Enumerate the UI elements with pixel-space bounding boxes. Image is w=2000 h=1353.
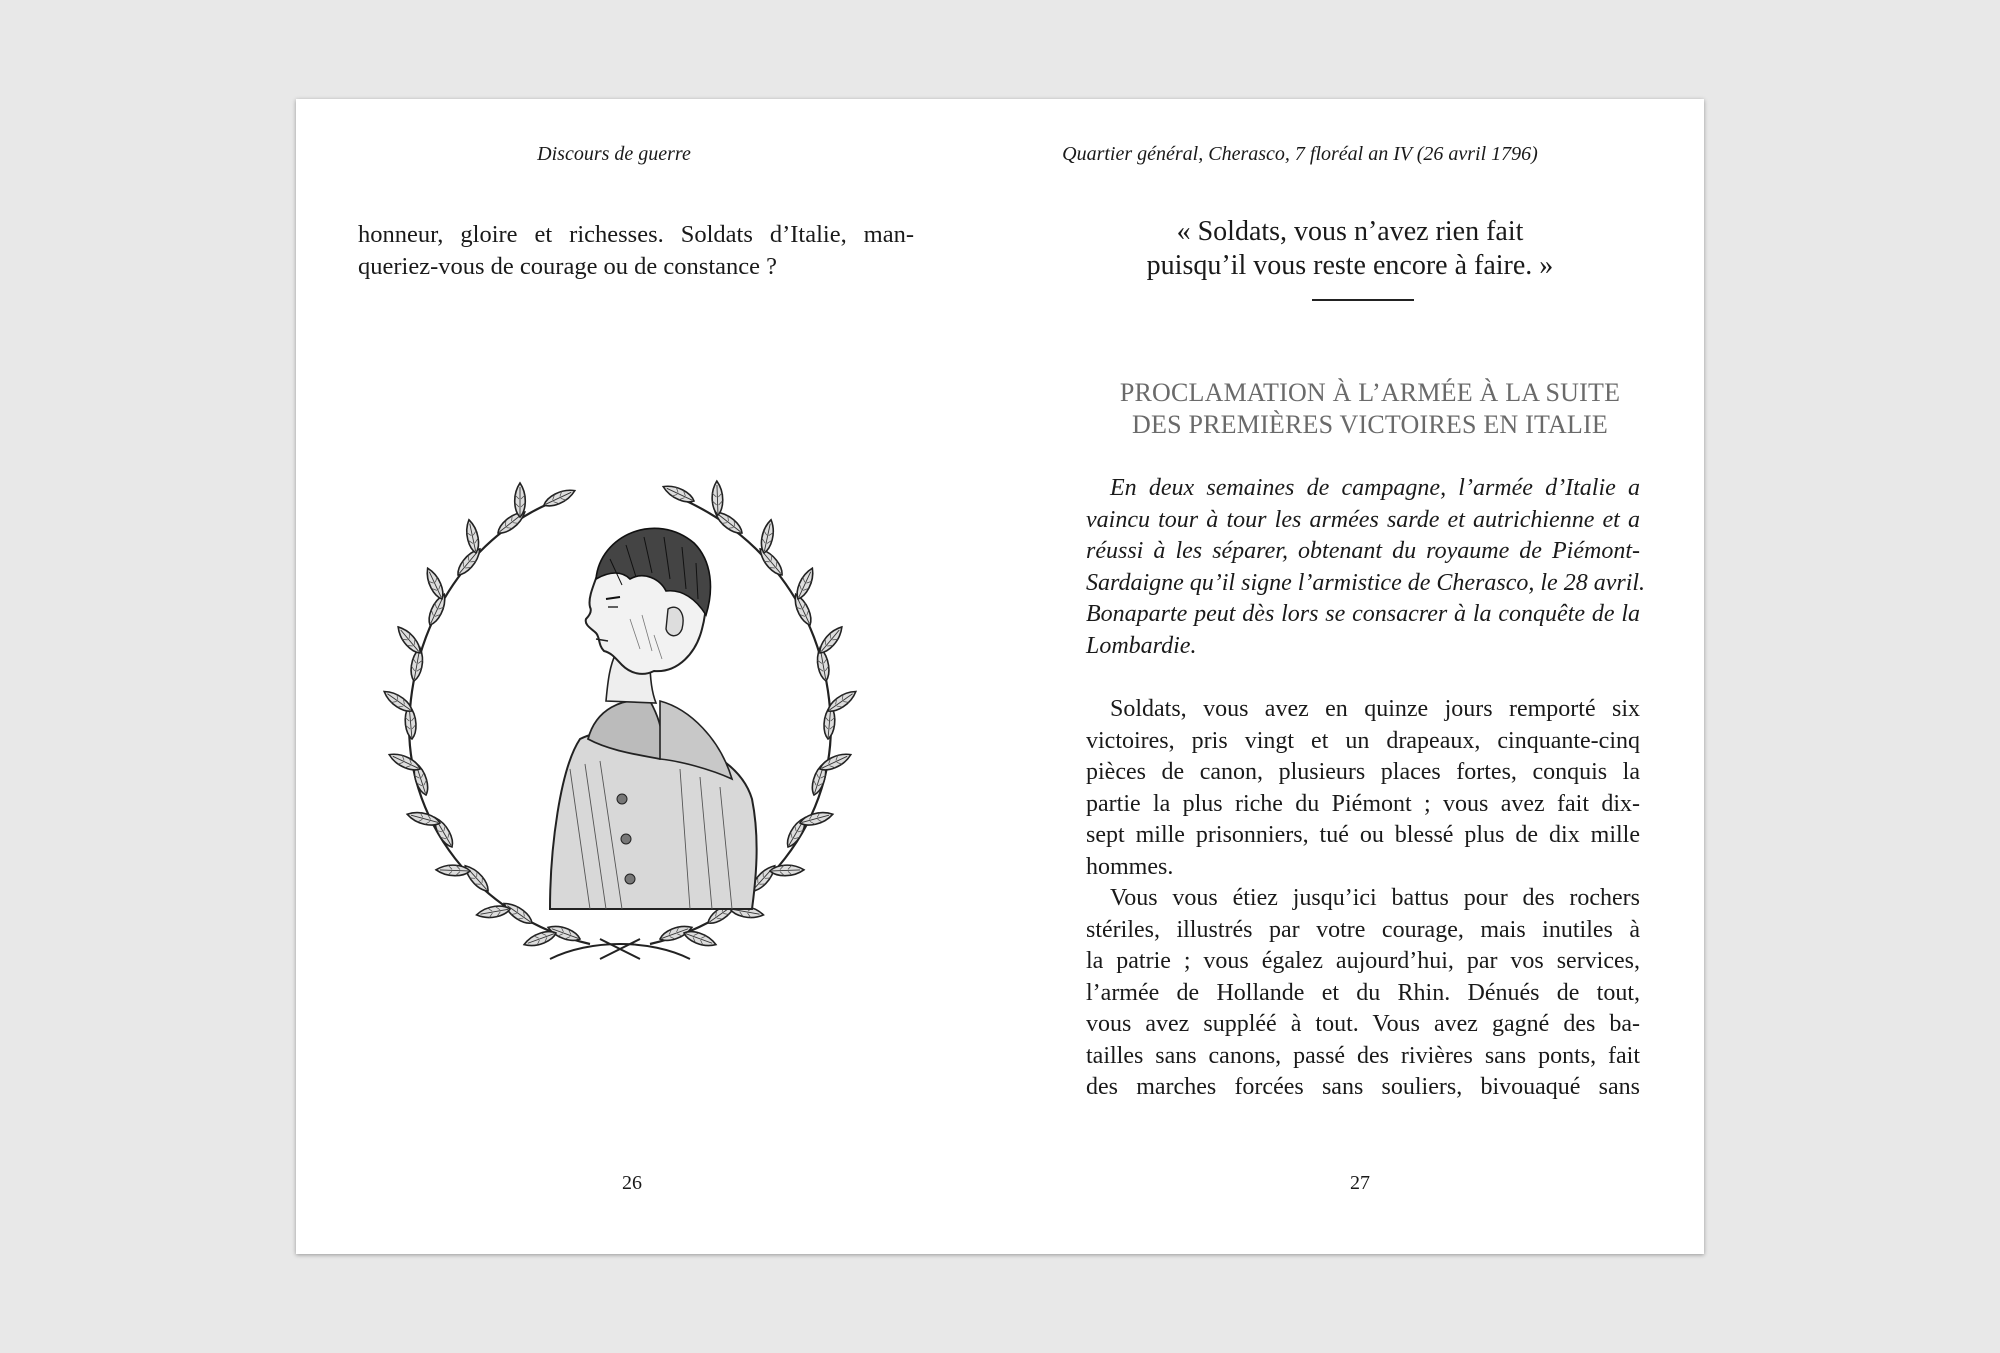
intro-line: Sardaigne qu’il signe l’armistice de Cherasco, le 28 avril. [1086, 569, 1646, 596]
body-line: stériles, illustrés par votre courage, mais inutiles à [1086, 916, 1640, 943]
intro-line: vaincu tour à tour les armées sarde et autrichienne et a [1086, 506, 1640, 533]
body-line: l’armée de Hollande et du Rhin. Dénués de tout, [1086, 979, 1640, 1006]
body-line: pièces de canon, plusieurs places fortes, conquis la [1086, 759, 1640, 785]
epigraph-quote [1080, 215, 1620, 283]
body-line: la patrie ; vous égalez aujourd’hui, par vos services, [1086, 948, 1640, 974]
chapter-introduction [1086, 473, 1646, 662]
napoleon-portrait-illustration [360, 439, 880, 979]
body-line: sept mille prisonniers, tué ou blessé plus de dix mille [1086, 822, 1640, 848]
left-page-text [358, 219, 914, 282]
napoleon-bust [550, 528, 757, 909]
intro-line: réussi à les séparer, obtenant du royaume de Piémont- [1086, 538, 1640, 564]
book-spread [296, 99, 1704, 1254]
left-page [296, 99, 1000, 1254]
body-line: Vous vous étiez jusqu’ici battus pour des rochers [1110, 885, 1640, 911]
intro-line: Bonaparte peut dès lors se consacrer à la conquête de la [1086, 601, 1640, 627]
body-line: partie la plus riche du Piémont ; vous avez fait dix- [1086, 790, 1640, 817]
body-line: des marches forcées sans souliers, bivouaqué sans [1086, 1074, 1640, 1100]
page-number-right: 27 [1350, 1172, 1370, 1194]
intro-line: En deux semaines de campagne, l’armée d’Italie a [1110, 475, 1640, 501]
body-line: vous avez suppléé à tout. Vous avez gagné des ba- [1086, 1011, 1640, 1037]
right-page [1000, 99, 1704, 1254]
body-line: hommes. [1086, 853, 1174, 880]
intro-line: Lombardie. [1086, 632, 1197, 659]
epigraph-line: puisqu’il vous reste encore à faire. » [1146, 250, 1554, 281]
chapter-title-line: DES PREMIÈRES VICTOIRES EN ITALIE [1132, 410, 1608, 439]
text-line: queriez-vous de courage ou de constance ? [358, 252, 778, 280]
running-head-left: Discours de guerre [537, 143, 691, 165]
chapter-title [1060, 377, 1680, 441]
body-line: Soldats, vous avez en quinze jours remporté six [1110, 696, 1640, 722]
text-line: honneur, gloire et richesses. Soldats d’Italie, man- [358, 221, 914, 248]
body-line: tailles sans canons, passé des rivières sans ponts, fait [1086, 1042, 1640, 1069]
epigraph-line: « Soldats, vous n’avez rien fait [1176, 216, 1524, 247]
page-number-left: 26 [622, 1172, 642, 1194]
proclamation-text [1086, 694, 1640, 1104]
epigraph-divider [1312, 299, 1414, 301]
chapter-title-line: PROCLAMATION À L’ARMÉE À LA SUITE [1119, 378, 1621, 407]
running-head-right: Quartier général, Cherasco, 7 floréal an IV (26 avril 1796) [1062, 143, 1538, 165]
body-line: victoires, pris vingt et un drapeaux, cinquante-cinq [1086, 727, 1640, 754]
